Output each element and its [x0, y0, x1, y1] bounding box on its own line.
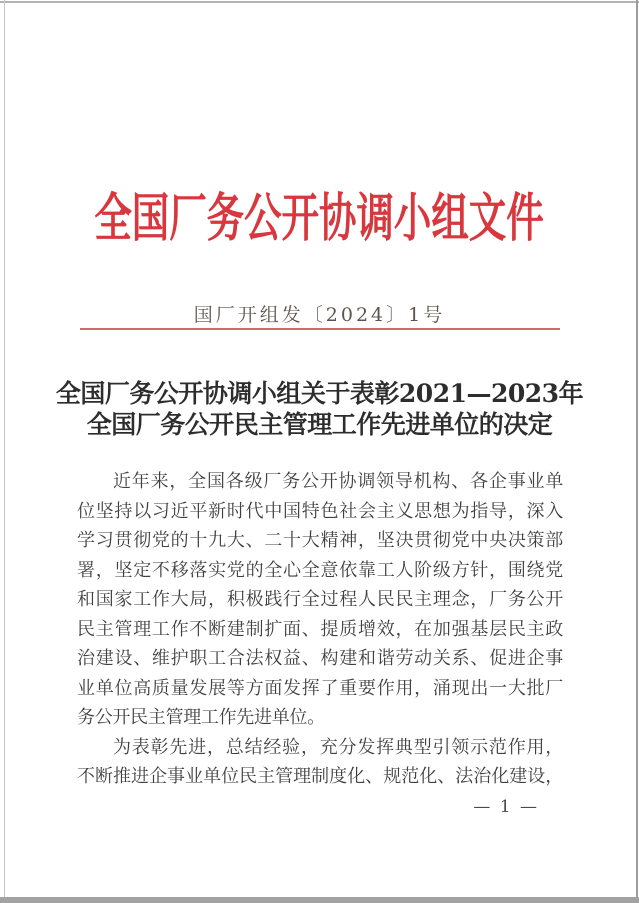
body-line: 务公开民主管理工作先进单位。 — [77, 707, 325, 728]
body-line: 为表彰先进，总结经验，充分发挥典型引领示范作用， — [113, 736, 563, 758]
red-separator-line — [80, 328, 560, 330]
scan-edge-top — [0, 1, 639, 3]
decision-title-line2: 全国厂务公开民主管理工作先进单位的决定 — [86, 410, 553, 439]
body-line: 学习贯彻党的十九大、二十大精神，坚决贯彻党中央决策部 — [77, 530, 563, 551]
body-line: 不断推进企事业单位民主管理制度化、规范化、法治化建设， — [77, 766, 563, 787]
body-line: 治建设、维护职工合法权益、构建和谐劳动关系、促进企事 — [77, 648, 563, 669]
body-line: 近年来，全国各级厂务公开协调领导机构、各企事业单 — [113, 471, 563, 492]
body-line: 民主管理工作不断建制扩面、提质增效，在加强基层民主政 — [77, 618, 563, 640]
body-line: 署，坚定不移落实党的全心全意依靠工人阶级方针，围绕党 — [77, 559, 563, 581]
body-text — [77, 467, 563, 792]
decision-title — [0, 378, 639, 440]
scan-edge-left — [4, 0, 5, 903]
body-line: 和国家工作大局，积极践行全过程人民民主理念，厂务公开 — [77, 589, 563, 610]
document-number: 国厂开组发〔2024〕1号 — [193, 304, 446, 326]
agency-red-header — [0, 176, 639, 251]
body-line: 位坚持以习近平新时代中国特色社会主义思想为指导，深入 — [77, 500, 563, 522]
agency-red-header-text: 全国厂务公开协调小组文件 — [94, 188, 545, 249]
scan-edge-bottom — [0, 897, 639, 903]
body-line: 业单位高质量发展等方面发挥了重要作用，涌现出一大批厂 — [77, 677, 563, 699]
scan-edge-right — [636, 0, 638, 903]
page-number: — 1 — — [473, 797, 539, 817]
decision-title-line1: 全国厂务公开协调小组关于表彰2021—2023年 — [55, 379, 584, 408]
